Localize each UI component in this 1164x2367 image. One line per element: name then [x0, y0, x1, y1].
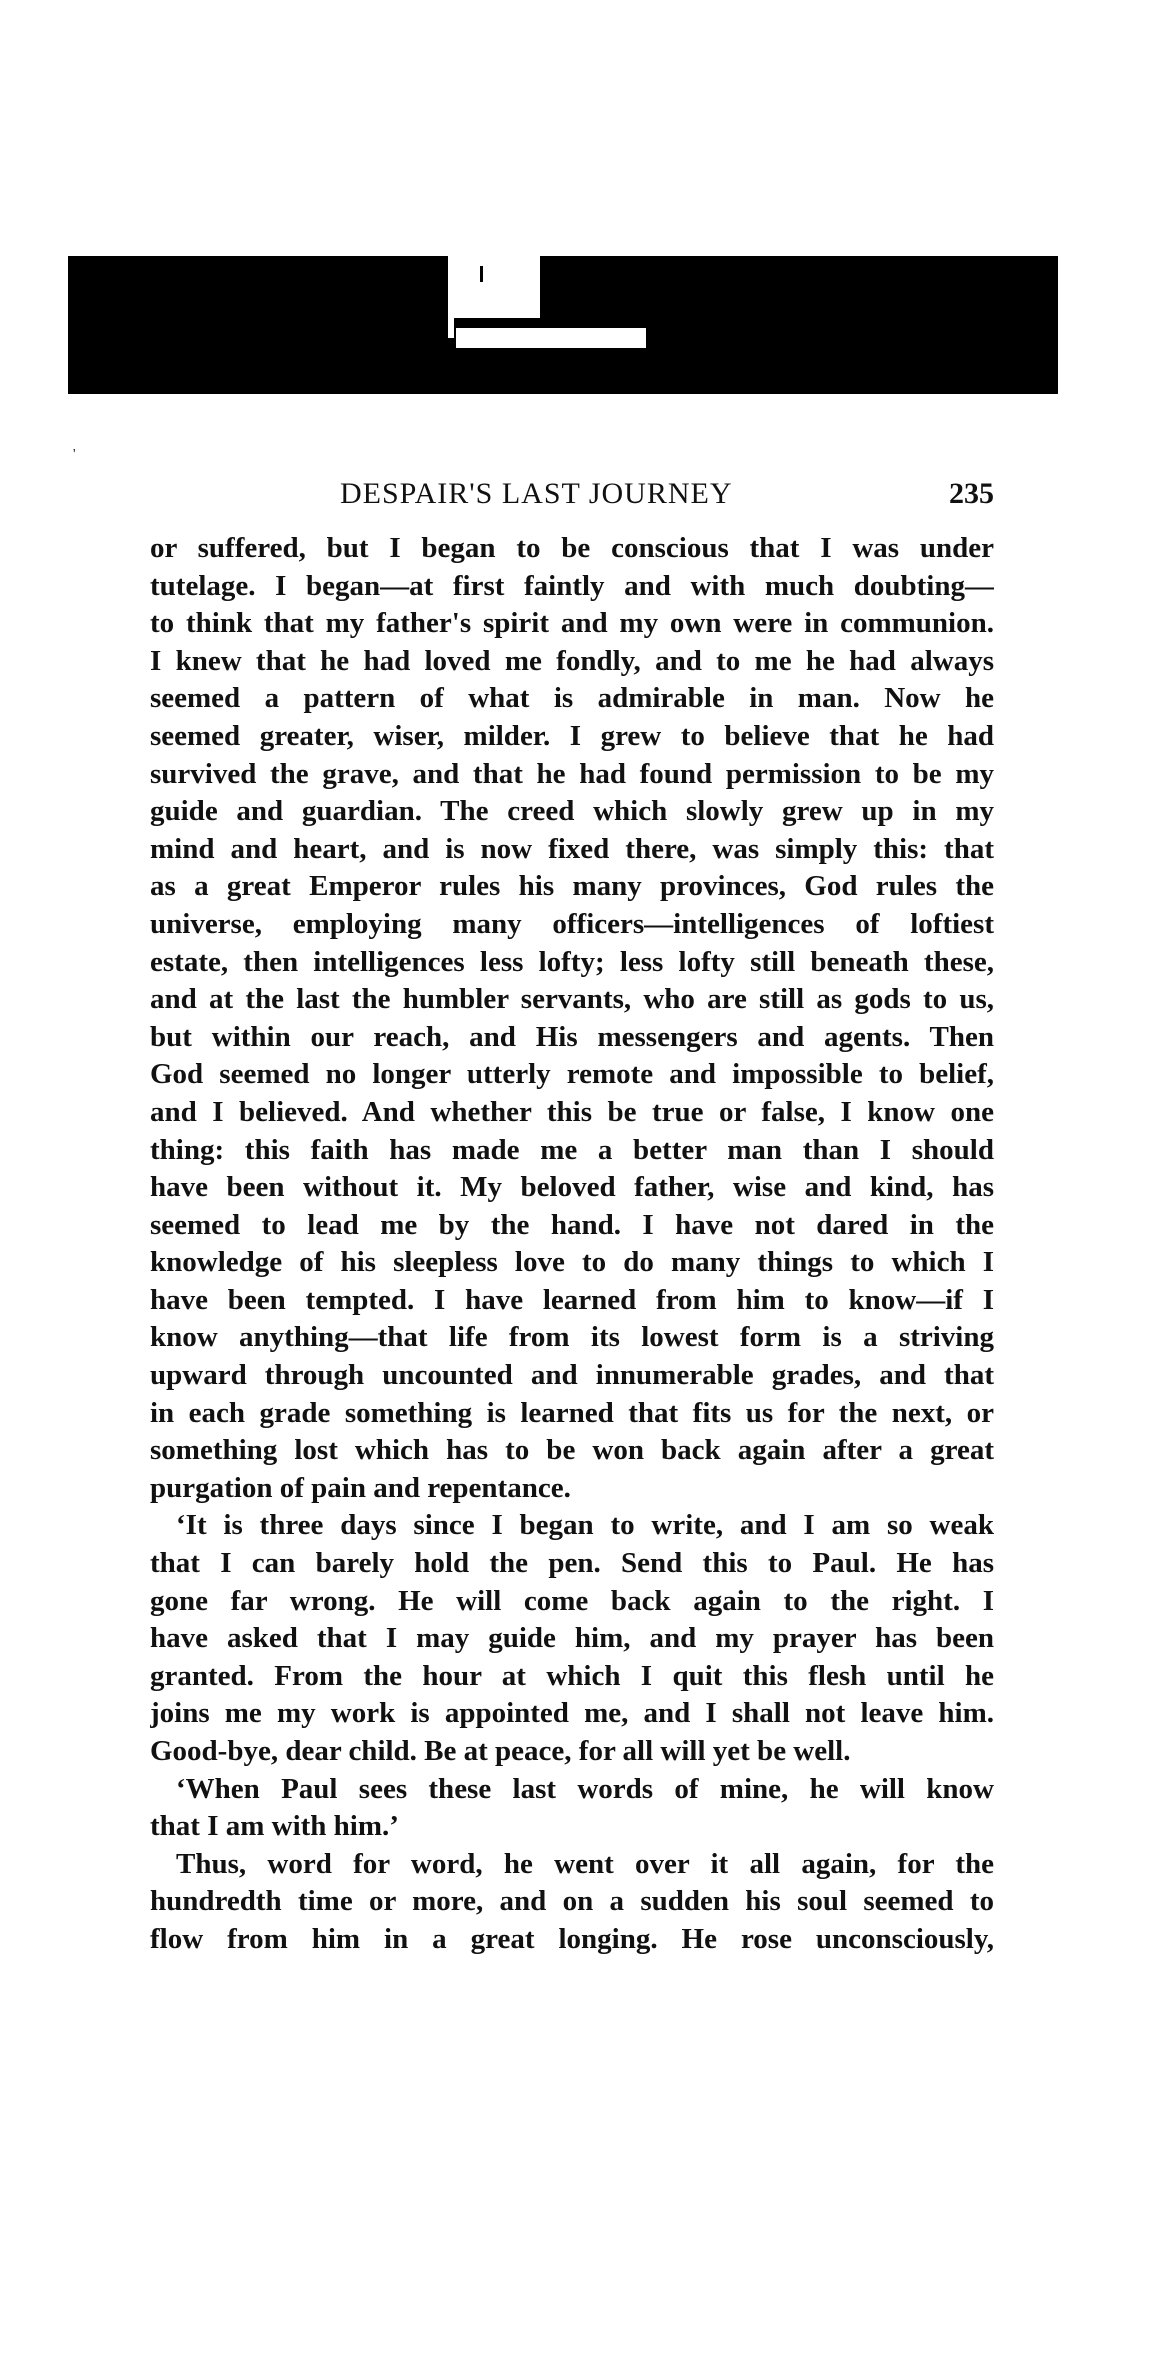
text-line: seemed a pattern of what is admirable in man. Now he — [150, 682, 994, 715]
text-line: guide and guardian. The creed which slowly grew up in my — [150, 795, 994, 828]
text-line: joins me my work is appointed me, and I shall not leave him. — [150, 1697, 994, 1730]
text-line: God seemed no longer utterly remote and impossible to belief, — [150, 1058, 994, 1091]
text-line: Thus, word for word, he went over it all again, for the — [176, 1847, 994, 1880]
text-line: tutelage. I began—at first faintly and with much doubting— — [150, 569, 994, 602]
body-text — [150, 530, 994, 1959]
band-notch — [448, 256, 540, 318]
text-line: that I am with him.’ — [150, 1810, 399, 1843]
text-line: hundredth time or more, and on a sudden his soul seemed to — [150, 1885, 994, 1918]
text-line: to think that my father's spirit and my own were in communion. — [150, 607, 994, 640]
text-line: or suffered, but I began to be conscious that I was under — [150, 532, 994, 564]
running-title: DESPAIR'S LAST JOURNEY — [340, 477, 733, 510]
text-line: ‘When Paul sees these last words of mine, he will know — [176, 1772, 994, 1805]
text-line: have been without it. My beloved father, wise and kind, has — [150, 1171, 994, 1204]
band-paper-scrap — [456, 328, 646, 348]
band-mark — [480, 266, 483, 282]
text-line: mind and heart, and is now fixed there, was simply this: that — [150, 832, 994, 865]
text-line: that I can barely hold the pen. Send this to Paul. He has — [150, 1547, 994, 1580]
text-line: thing: this faith has made me a better man than I should — [150, 1133, 994, 1166]
text-line: as a great Emperor rules his many provinces, God rules the — [150, 870, 994, 903]
text-line: and I believed. And whether this be true or false, I know one — [150, 1095, 994, 1128]
text-line: have asked that I may guide him, and my prayer has been — [150, 1622, 994, 1655]
scanned-black-band — [68, 256, 1058, 394]
text-line: granted. From the hour at which I quit this flesh until he — [150, 1659, 994, 1692]
text-line: know anything—that life from its lowest form is a striving — [150, 1321, 994, 1354]
text-line: knowledge of his sleepless love to do many things to which I — [150, 1246, 994, 1279]
text-line: estate, then intelligences less lofty; less lofty still beneath these, — [150, 945, 994, 978]
text-line: seemed greater, wiser, milder. I grew to believe that he had — [150, 719, 994, 752]
text-line: have been tempted. I have learned from him to know—if I — [150, 1283, 994, 1316]
text-line: flow from him in a great longing. He rose unconsciously, — [150, 1922, 994, 1955]
text-line: seemed to lead me by the hand. I have not dared in the — [150, 1208, 994, 1241]
text-line: and at the last the humbler servants, who are still as gods to us, — [150, 983, 994, 1016]
text-line: purgation of pain and repentance. — [150, 1471, 571, 1504]
stray-mark: ' — [73, 447, 76, 462]
text-line: I knew that he had loved me fondly, and to me he had always — [150, 644, 994, 677]
band-notch-stem — [448, 318, 454, 338]
text-line: upward through uncounted and innumerable grades, and that — [150, 1359, 994, 1392]
text-line: universe, employing many officers—intelligences of loftiest — [150, 907, 994, 940]
page-number: 235 — [949, 477, 994, 510]
text-line: something lost which has to be won back again after a great — [150, 1434, 994, 1467]
text-line: but within our reach, and His messengers and agents. Then — [150, 1020, 994, 1053]
text-line: survived the grave, and that he had found permission to be my — [150, 757, 994, 790]
text-line: in each grade something is learned that fits us for the next, or — [150, 1396, 994, 1429]
text-line: ‘It is three days since I began to write, and I am so weak — [176, 1509, 994, 1542]
text-line: gone far wrong. He will come back again to the right. I — [150, 1584, 994, 1617]
running-head — [150, 474, 994, 514]
text-line: Good-bye, dear child. Be at peace, for all will yet be well. — [150, 1735, 851, 1767]
